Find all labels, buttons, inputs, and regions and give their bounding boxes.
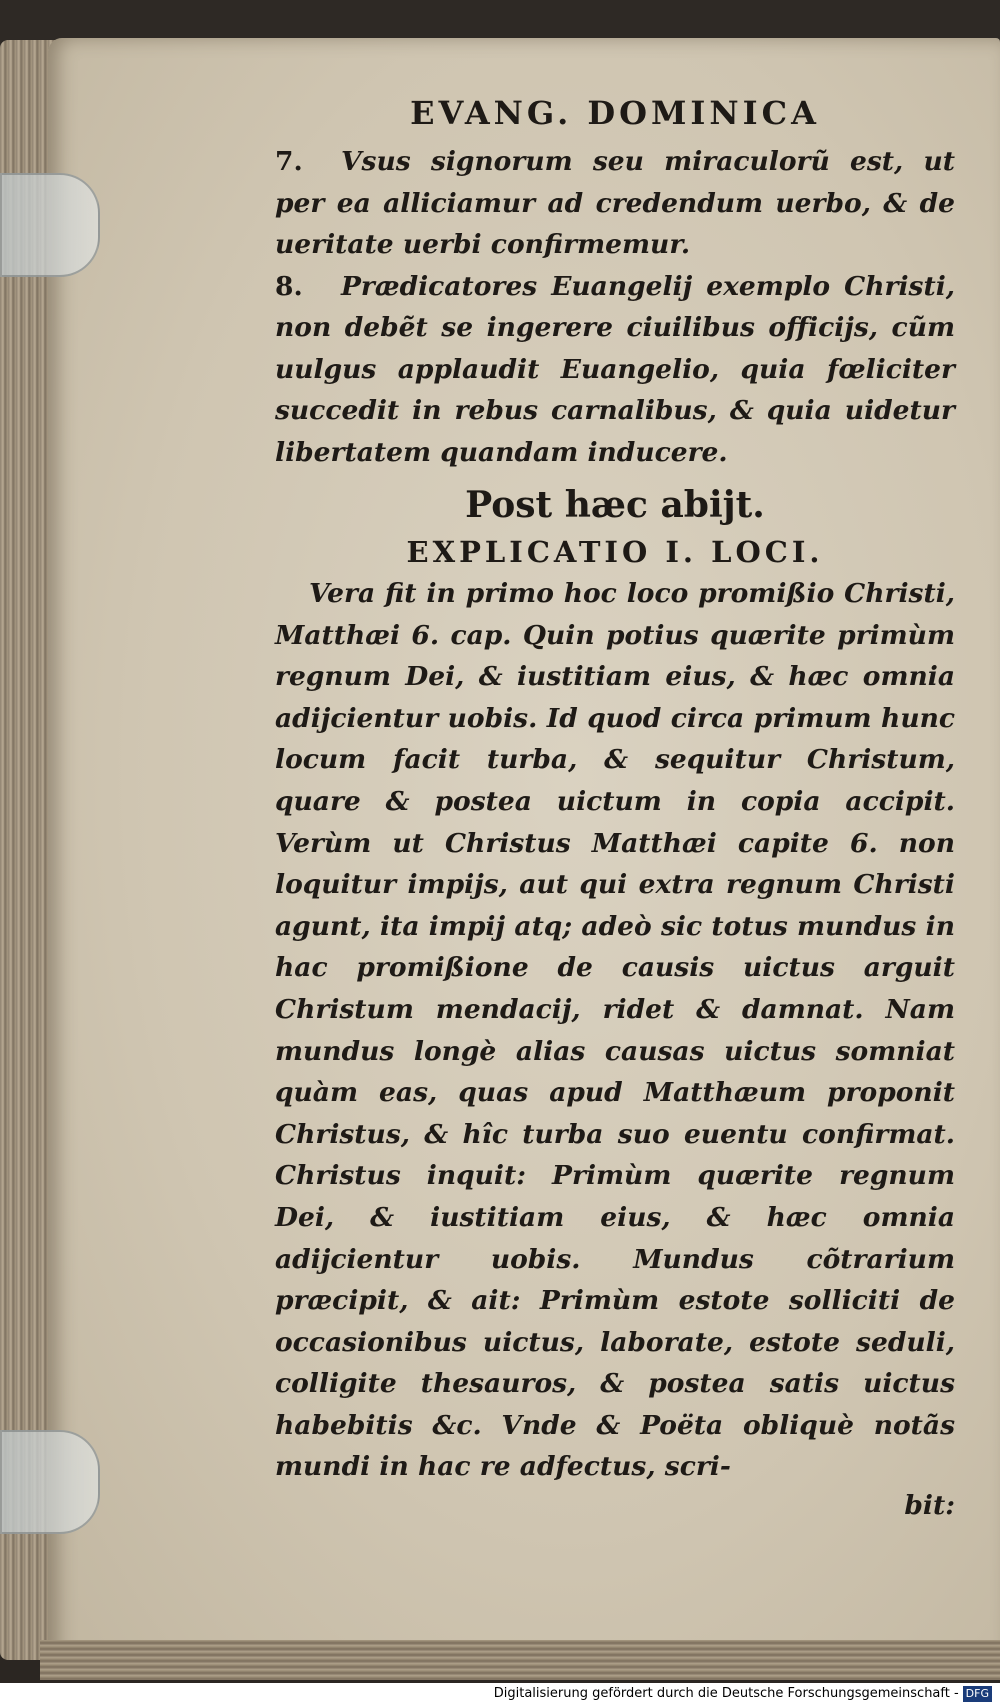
item-text: Vsus signorum seu miraculorũ est, ut per ea alliciamur ad credendum uerbo, & de ueritate uerbi confirmemur. xyxy=(275,146,955,260)
running-header: EVANG. DOMINICA xyxy=(410,94,820,132)
page-text xyxy=(275,85,955,1524)
item-number: 7. xyxy=(275,146,303,177)
item-number: 8. xyxy=(275,270,303,302)
footer-credit: Digitalisierung gefördert durch die Deutsche Forschungsgemeinschaft - xyxy=(493,1686,959,1701)
section-title: Post hæc abijt. xyxy=(465,484,765,526)
section-subtitle: EXPLICATIO I. LOCI. xyxy=(406,535,824,569)
page-clip-top xyxy=(0,173,100,277)
book-bottom-edges xyxy=(40,1640,1000,1680)
dfg-logo: DFG xyxy=(963,1686,992,1702)
page-clip-bottom xyxy=(0,1430,100,1534)
item-text: Prædicatores Euangelij exemplo Christi, non debẽt se ingerere ciuilibus officijs, cũm uulgus applaudit Euangelio, quia fœliciter succedit in rebus carnalibus, & quia uidetur libertatem quandam inducere. xyxy=(275,270,955,468)
body-paragraph: Vera fit in primo hoc loco promißio Christi, Matthæi 6. cap. Quin potius quærite primùm regnum Dei, & iustitiam eius, & hæc omnia adijcientur uobis. Id quod circa primum hunc locum facit turba, & sequitur Christum, quare & postea uictum in copia accipit. Verùm ut Christus Matthæi capite 6. non loquitur impijs, aut qui extra regnum Christi agunt, ita impij atq; adeò sic totus mundus in hac promißione de causis uictus arguit Christum mendacij, ridet & damnat. Nam mundus longè alias causas uictus somniat quàm eas, quas apud Matthæum proponit Christus, & hîc turba suo euentu confirmat. Christus inquit: Primùm quærite regnum Dei, & iustitiam eius, & hæc omnia adijcientur uobis. Mundus cõtrarium præcipit, & ait: Primùm estote solliciti de occasionibus uictus, laborate, estote seduli, colligite thesauros, & postea satis uictus habebitis &c. Vnde & Poëta obliquè notãs mundi in hac re adfectus, scri- xyxy=(275,578,955,1483)
catchword: bit: xyxy=(904,1490,955,1522)
list-item xyxy=(275,266,955,474)
digitization-footer xyxy=(0,1683,1000,1705)
list-item xyxy=(275,141,955,266)
